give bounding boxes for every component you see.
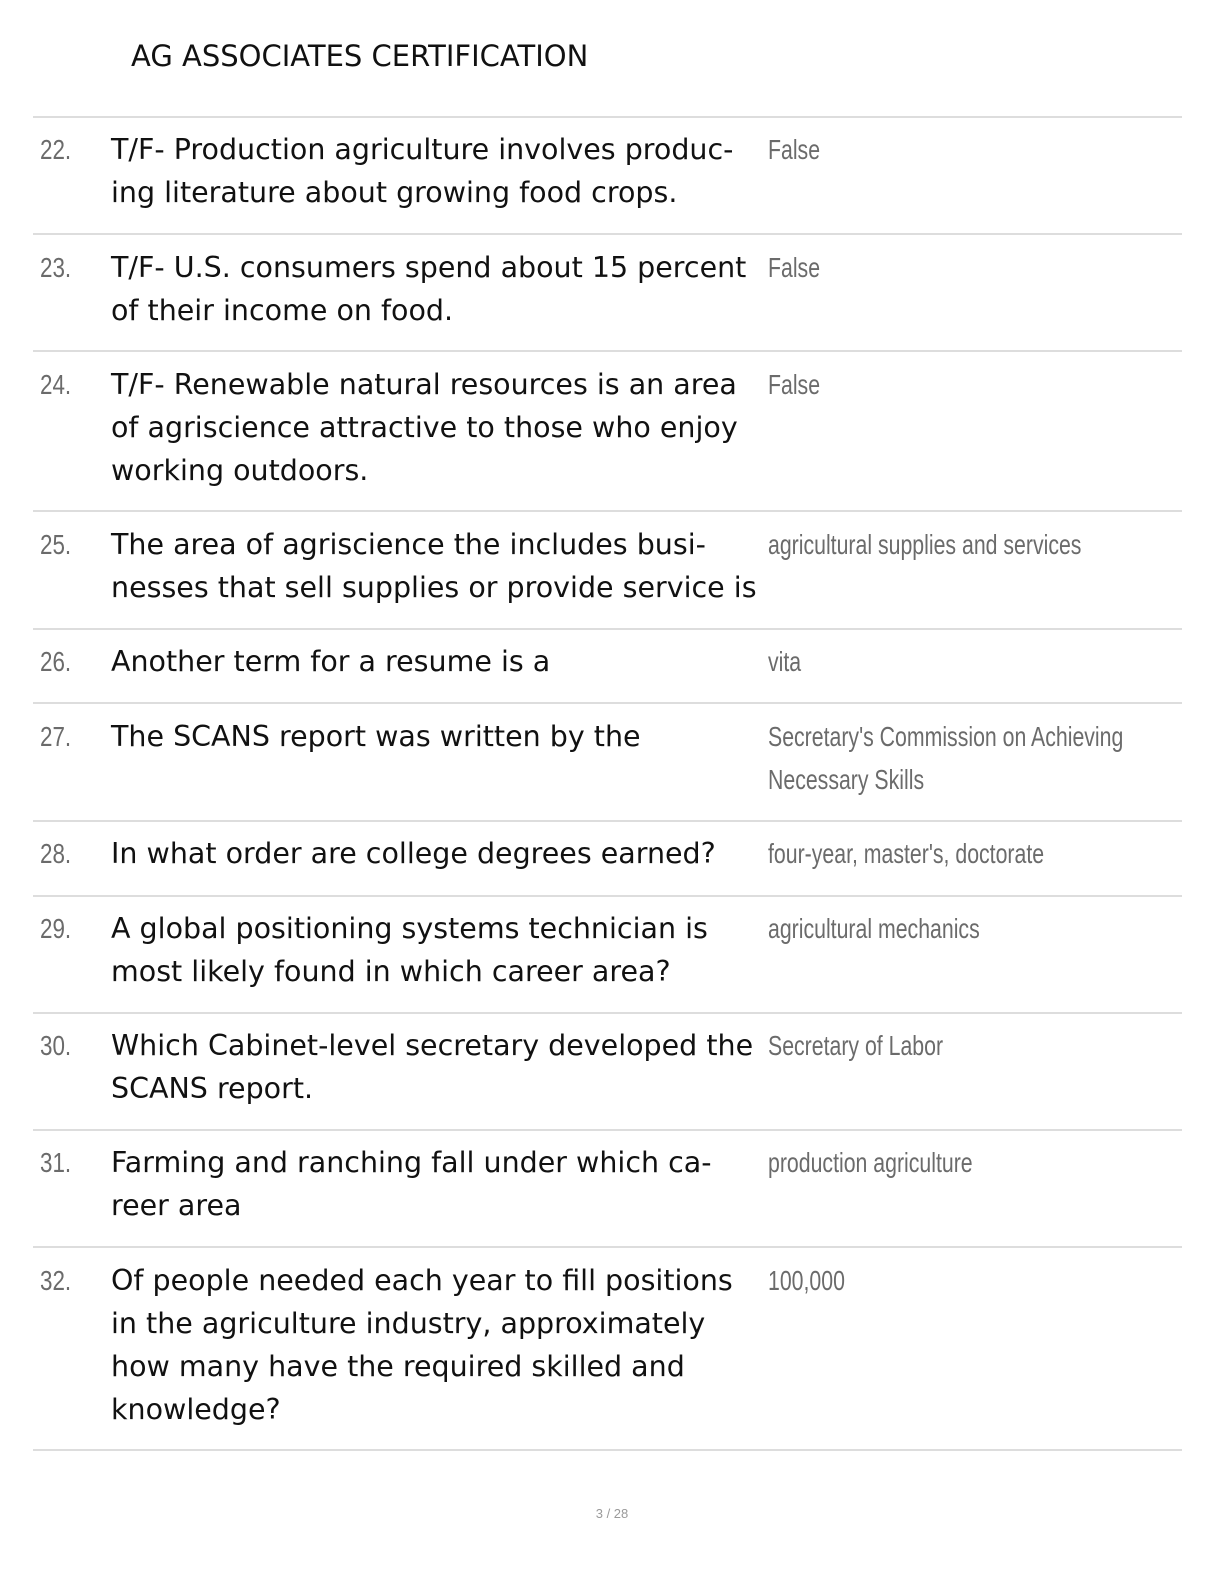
divider <box>33 116 1182 118</box>
divider <box>33 233 1182 235</box>
question-text: In what order are college degrees earned? <box>111 837 716 870</box>
answer-text: False <box>768 134 821 165</box>
divider <box>33 350 1182 352</box>
question-number: 32. <box>40 1265 72 1296</box>
answer-text: Secretary's Commission on Achieving Necessary Skills <box>768 721 1124 795</box>
question-text: A global positioning systems technician is most likely found in which career area? <box>111 912 708 988</box>
divider <box>33 895 1182 897</box>
answer-text: agricultural supplies and services <box>768 529 1082 560</box>
question-number: 31. <box>40 1147 72 1178</box>
divider <box>33 1246 1182 1248</box>
divider <box>33 820 1182 822</box>
answer-text: Secretary of Labor <box>768 1030 944 1061</box>
divider <box>33 510 1182 512</box>
answer-text: vita <box>768 646 802 677</box>
question-text: Another term for a resume is a <box>111 645 551 678</box>
answer-text: False <box>768 369 821 400</box>
question-number: 25. <box>40 529 72 560</box>
document-title: AG ASSOCIATES CERTIFICATION <box>131 39 589 73</box>
question-text: The SCANS report was written by the <box>111 720 641 753</box>
divider <box>33 1449 1182 1451</box>
question-text: Which Cabinet-level secretary developed the SCANS report. <box>111 1029 754 1105</box>
question-number: 23. <box>40 252 72 283</box>
divider <box>33 702 1182 704</box>
question-text: T/F- Renewable natural resources is an area of agriscience attractive to those who enjoy working outdoors. <box>111 368 738 487</box>
question-number: 28. <box>40 838 72 869</box>
question-text: T/F- Production agriculture involves produc- ing literature about growing food crops. <box>111 133 734 209</box>
divider <box>33 628 1182 630</box>
question-text: Farming and ranching fall under which ca- reer area <box>111 1146 712 1222</box>
divider <box>33 1012 1182 1014</box>
question-number: 30. <box>40 1030 72 1061</box>
divider <box>33 1129 1182 1131</box>
question-number: 29. <box>40 913 72 944</box>
question-text: T/F- U.S. consumers spend about 15 percent of their income on food. <box>111 251 747 327</box>
question-number: 26. <box>40 646 72 677</box>
answer-text: four-year, master's, doctorate <box>768 838 1045 869</box>
question-text: Of people needed each year to fill positions in the agriculture industry, approximately how many have the required skilled and knowledge? <box>111 1264 733 1426</box>
answer-text: production agriculture <box>768 1147 973 1178</box>
answer-text: 100,000 <box>768 1265 845 1296</box>
question-number: 27. <box>40 721 72 752</box>
question-number: 24. <box>40 369 72 400</box>
answer-text: False <box>768 252 821 283</box>
question-number: 22. <box>40 134 72 165</box>
question-text: The area of agriscience the includes busi- nesses that sell supplies or provide service is <box>111 528 757 604</box>
answer-text: agricultural mechanics <box>768 913 980 944</box>
page-number: 3 / 28 <box>595 1506 629 1521</box>
